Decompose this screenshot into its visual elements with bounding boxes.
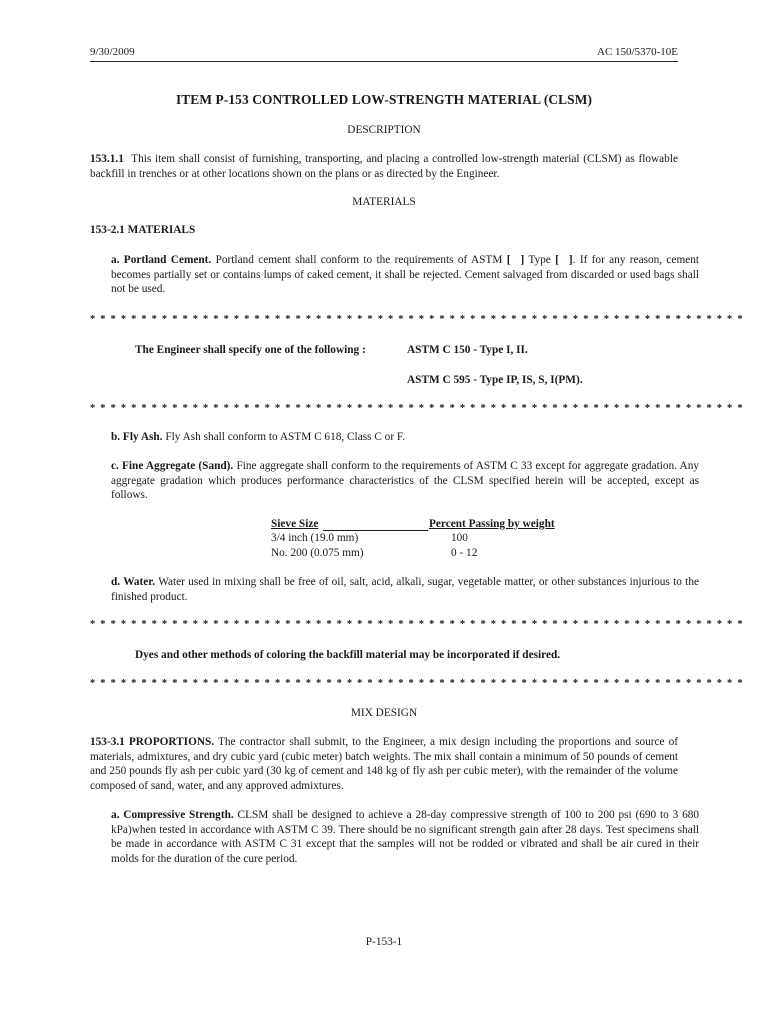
water-label: d. Water.	[111, 576, 156, 588]
engineer-note-option-1: ASTM C 150 - Type I, II.	[407, 344, 528, 356]
engineer-note-lead: The Engineer shall specify one of the following :	[135, 344, 366, 356]
compressive-strength-paragraph	[90, 808, 699, 866]
table-row-1-sieve: 3/4 inch (19.0 mm)	[271, 532, 359, 544]
fine-aggregate-label: c. Fine Aggregate (Sand).	[111, 460, 234, 472]
table-header-sieve: Sieve Size	[271, 518, 319, 530]
materials-subheading-text: 153-2.1 MATERIALS	[90, 224, 196, 236]
type-word: Type	[528, 254, 551, 266]
proportions-paragraph	[90, 735, 678, 793]
stars-divider-1: * * * * * * * * * * * * * * * * * * * * * * * * * * * * * * * * * * * * * * * * * * * * * * * * * * * * * * * * * * * * * * * *	[90, 314, 744, 325]
description-number: 153.1.1	[90, 153, 124, 165]
header-date: 9/30/2009	[90, 46, 135, 58]
fly-ash-text: Fly Ash shall conform to ASTM C 618, Class C or F.	[165, 431, 406, 443]
table-row-1-percent: 100	[451, 532, 468, 544]
portland-cement-label: a. Portland Cement.	[111, 254, 212, 266]
type-bracket-open: [	[555, 254, 559, 266]
fly-ash-paragraph	[90, 430, 699, 445]
stars-divider-3: * * * * * * * * * * * * * * * * * * * * * * * * * * * * * * * * * * * * * * * * * * * * * * * * * * * * * * * * * * * * * * * *	[90, 619, 744, 630]
stars-divider-4: * * * * * * * * * * * * * * * * * * * * * * * * * * * * * * * * * * * * * * * * * * * * * * * * * * * * * * * * * * * * * * * *	[90, 678, 744, 689]
coloring-note: Dyes and other methods of coloring the backfill material may be incorporated if desired.	[135, 649, 561, 661]
portland-cement-text-2: If for any reason, cement becomes partially set or contains lumps of caked cement, it shall be rejected. Cement salvaged from discarded or used bags shall not be used.	[111, 254, 700, 296]
portland-cement-text-1: Portland cement shall conform to the requirements of ASTM	[215, 254, 503, 266]
water-text: Water used in mixing shall be free of oil, salt, acid, alkali, sugar, vegetable matter, or other substances injurious to the finished product.	[111, 576, 699, 603]
gradation-table	[271, 517, 591, 562]
engineer-note-option-2: ASTM C 595 - Type IP, IS, S, I(PM).	[407, 374, 583, 386]
table-row-2-percent: 0 - 12	[451, 547, 478, 559]
fine-aggregate-text: Fine aggregate shall conform to the requirements of ASTM C 33 except for aggregate gradation. Any aggregate gradation which produces performance characteristics of the CLSM specified herein will be accepted, except as follows.	[111, 460, 699, 502]
fly-ash-label: b. Fly Ash.	[111, 431, 163, 443]
materials-heading: MATERIALS	[352, 196, 416, 208]
type-bracket-close: ]	[568, 254, 573, 266]
stars-divider-2: * * * * * * * * * * * * * * * * * * * * * * * * * * * * * * * * * * * * * * * * * * * * * * * * * * * * * * * * * * * * * * * *	[90, 403, 744, 414]
astm-bracket-close: ]	[520, 254, 525, 266]
materials-subheading	[90, 223, 678, 238]
fine-aggregate-paragraph	[90, 459, 699, 503]
compressive-strength-label: a. Compressive Strength.	[111, 809, 234, 821]
description-text: This item shall consist of furnishing, transporting, and placing a controlled low-strength material (CLSM) as flowable backfill in trenches or at other locations shown on the plans or as directed by the Engineer.	[90, 153, 678, 180]
compressive-strength-text: CLSM shall be designed to achieve a 28-day compressive strength of 100 to 200 psi (690 to 3 680 kPa)when tested in accordance with ASTM C 39. There should be no significant strength gain after 28 days. Test specimens shall be made in accordance with ASTM C 31 except that the samples will not be rodded or vibrated and shall be air cured in their molds for the duration of the cure period.	[111, 809, 700, 865]
page-title: ITEM P-153 CONTROLLED LOW-STRENGTH MATERIAL (CLSM)	[175, 92, 593, 107]
proportions-text: The contractor shall submit, to the Engineer, a mix design including the proportions and source of materials, admixtures, and dry cubic yard (cubic meter) batch weights. The mix shall contain a minimum of 50 pounds of cement and 250 pounds fly ash per cubic yard (30 kg of cement and 148 kg of fly ash per cubic meter), with the remainder of the volume composed of sand, water, and any approved admixtures.	[90, 736, 678, 792]
description-heading: DESCRIPTION	[347, 124, 421, 136]
page-header	[90, 45, 678, 62]
water-paragraph	[90, 575, 699, 604]
table-row-2-sieve: No. 200 (0.075 mm)	[271, 547, 364, 559]
page-footer: P-153-1	[365, 936, 403, 948]
header-doc-id: AC 150/5370-10E	[597, 46, 678, 58]
mix-design-heading: MIX DESIGN	[350, 707, 418, 719]
portland-cement-paragraph: a. Portland Cement. Portland cement shall conform to the requirements of ASTM [ ] Type [ ]. If for any reason, cement becomes partially set or contains lumps of caked cement, it shall be rejected. Cement salvaged from discarded or used bags shall not be used.	[111, 254, 700, 296]
description-paragraph	[90, 152, 678, 181]
proportions-label: 153-3.1 PROPORTIONS.	[90, 736, 215, 748]
table-header-percent: Percent Passing by weight	[429, 518, 555, 530]
astm-bracket-open: [	[506, 254, 511, 266]
